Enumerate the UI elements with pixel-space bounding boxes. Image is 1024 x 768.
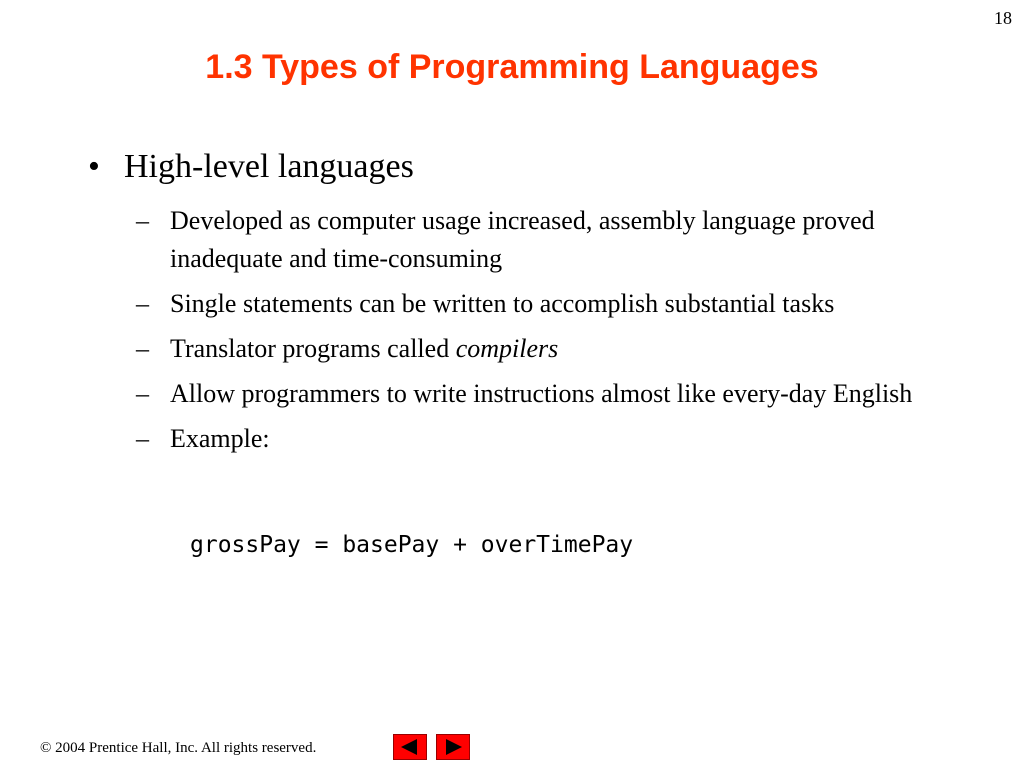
code-example: grossPay = basePay + overTimePay — [190, 532, 634, 558]
compilers-emphasis: compilers — [455, 334, 559, 363]
copyright-text: 2004 Prentice Hall, Inc. All rights reserved. — [51, 740, 317, 756]
triangle-left-icon — [401, 739, 417, 755]
dash-marker: – — [136, 289, 149, 318]
sub-bullet-item — [136, 375, 956, 413]
copyright-symbol: © — [40, 740, 52, 756]
main-bullet-text: High-level languages — [124, 148, 414, 185]
sub-bullet-item — [136, 330, 956, 368]
dash-marker: – — [136, 334, 149, 363]
sub-bullet-list — [136, 202, 956, 465]
next-slide-button[interactable] — [436, 734, 470, 760]
sub-bullet-text: Example: — [170, 424, 270, 453]
dash-marker: – — [136, 206, 149, 235]
sub-bullet-text: Translator programs called — [170, 334, 456, 363]
sub-bullet-text: Allow programmers to write instructions almost like every-day English — [170, 379, 913, 408]
previous-slide-button[interactable] — [393, 734, 427, 760]
main-bullet — [88, 148, 414, 186]
sub-bullet-item — [136, 202, 956, 278]
slide-number: 18 — [994, 8, 1012, 28]
slide-title: 1.3 Types of Programming Languages — [205, 48, 819, 86]
bullet-dot: • — [88, 148, 100, 185]
dash-marker: – — [136, 424, 149, 453]
sub-bullet-text: Single statements can be written to accomplish substantial tasks — [170, 289, 835, 318]
sub-bullet-item — [136, 285, 956, 323]
sub-bullet-text: Developed as computer usage increased, assembly language proved inadequate and time-consuming — [170, 206, 875, 273]
triangle-right-icon — [446, 739, 462, 755]
sub-bullet-item — [136, 420, 956, 458]
dash-marker: – — [136, 379, 149, 408]
footer-copyright — [40, 740, 316, 757]
